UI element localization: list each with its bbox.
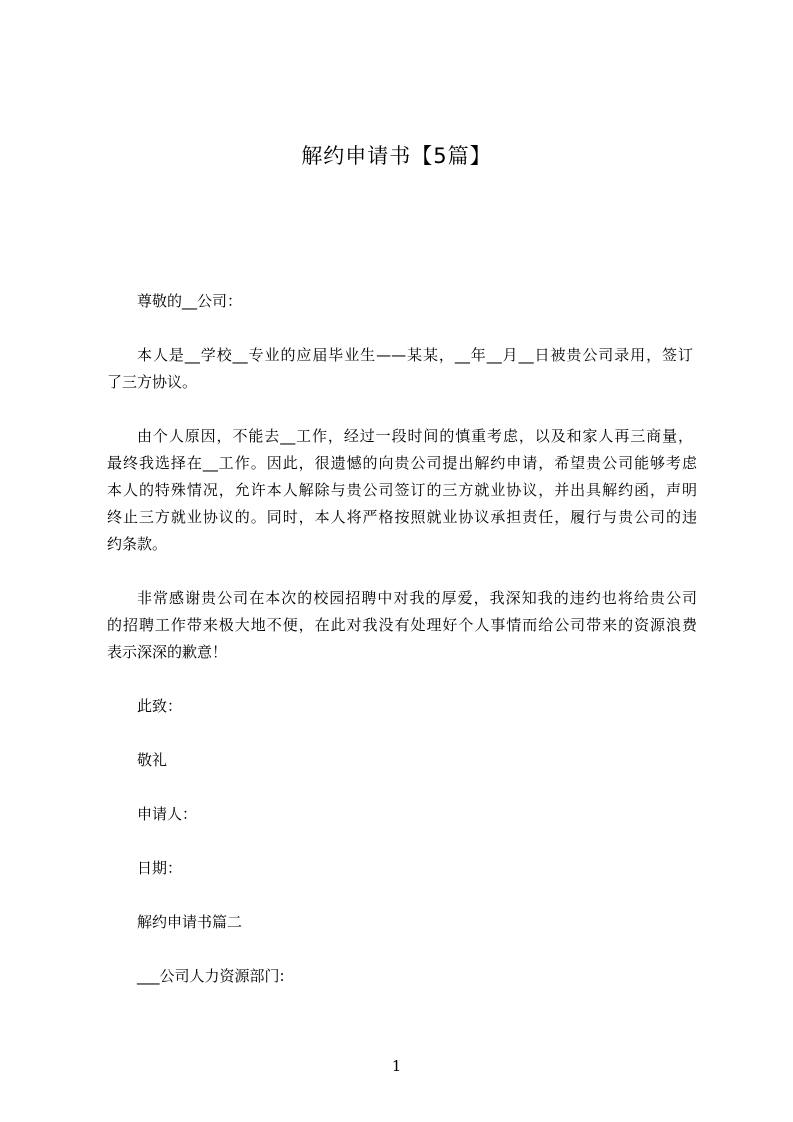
closing-ci-zhi: 此致： [137, 697, 183, 715]
salutation: 尊敬的__公司： [137, 292, 243, 310]
paragraph-2-line-3: 本人的特殊情况，允许本人解除与贵公司签订的三方就业协议，并出具解约函，声明 [107, 481, 697, 499]
section-2-salutation: ___公司人力资源部门: [137, 967, 285, 985]
paragraph-2-line-1: 由个人原因，不能去__工作，经过一段时间的慎重考虑，以及和家人再三商量， [137, 427, 693, 445]
paragraph-3-line-1: 非常感谢贵公司在本次的校园招聘中对我的厚爱，我深知我的违约也将给贵公司 [137, 589, 697, 607]
document-title: 解约申请书【5篇】 [301, 144, 492, 168]
applicant-label: 申请人： [137, 805, 198, 823]
paragraph-1-line-2: 了三方协议。 [107, 373, 198, 391]
paragraph-2-line-2: 最终我选择在__工作。因此，很遗憾的向贵公司提出解约申请，希望贵公司能够考虑 [107, 454, 697, 472]
paragraph-2-line-4: 终止三方就业协议的。同时，本人将严格按照就业协议承担责任，履行与贵公司的违 [107, 508, 697, 526]
paragraph-3-line-3: 表示深深的歉意！ [107, 643, 228, 661]
closing-jing-li: 敬礼 [137, 751, 168, 769]
date-label: 日期： [137, 859, 183, 877]
page-number: 1 [391, 1057, 402, 1075]
section-2-heading: 解约申请书篇二 [137, 913, 243, 931]
paragraph-1-line-1: 本人是__学校__专业的应届毕业生——某某，__年__月__日被贵公司录用，签订 [137, 346, 693, 364]
paragraph-3-line-2: 的招聘工作带来极大地不便，在此对我没有处理好个人事情而给公司带来的资源浪费 [107, 616, 697, 634]
paragraph-2-line-5: 约条款。 [107, 535, 168, 553]
